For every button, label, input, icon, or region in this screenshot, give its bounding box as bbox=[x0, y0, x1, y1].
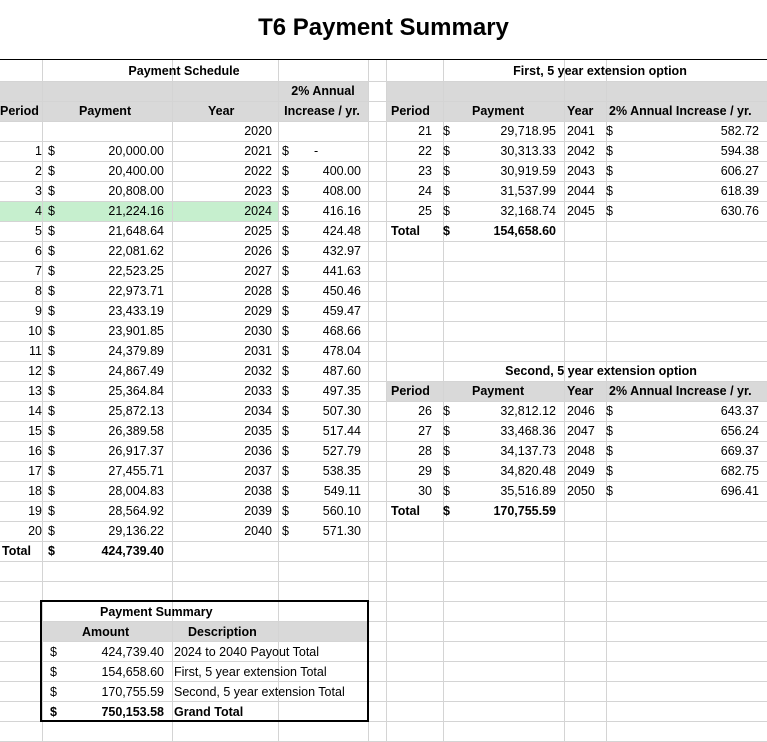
schedule-increase: 571.30 bbox=[322, 524, 361, 538]
schedule-increase: 507.30 bbox=[322, 404, 361, 418]
gridline bbox=[0, 421, 767, 422]
ext1-increase: 594.38 bbox=[720, 144, 759, 158]
schedule-increase: 408.00 bbox=[322, 184, 361, 198]
summary-description: Second, 5 year extension Total bbox=[174, 685, 345, 699]
summary-currency: $ bbox=[50, 645, 57, 659]
schedule-year: 2038 bbox=[244, 484, 272, 498]
ext2-period: 27 bbox=[418, 424, 432, 438]
ext2-year-header: Year bbox=[567, 384, 594, 398]
schedule-increase: 560.10 bbox=[322, 504, 361, 518]
schedule-currency: $ bbox=[48, 464, 55, 478]
ext1-total-amount: 154,658.60 bbox=[493, 224, 556, 238]
schedule-currency: $ bbox=[48, 504, 55, 518]
summary-description: 2024 to 2040 Payout Total bbox=[174, 645, 320, 659]
schedule-payment: 26,389.58 bbox=[108, 424, 164, 438]
gridline bbox=[0, 141, 767, 142]
schedule-period: 2 bbox=[35, 164, 42, 178]
schedule-currency: $ bbox=[48, 444, 55, 458]
schedule-year: 2023 bbox=[244, 184, 272, 198]
schedule-inc-currency: $ bbox=[282, 504, 289, 518]
schedule-payment: 20,808.00 bbox=[108, 184, 164, 198]
gridline bbox=[0, 561, 767, 562]
ext1-currency: $ bbox=[443, 164, 450, 178]
summary-grand-amount: 750,153.58 bbox=[101, 705, 164, 719]
summary-amount: 424,739.40 bbox=[101, 645, 164, 659]
schedule-increase: 450.46 bbox=[322, 284, 361, 298]
schedule-total-label: Total bbox=[2, 544, 31, 558]
schedule-payment: 25,872.13 bbox=[108, 404, 164, 418]
gridline bbox=[0, 261, 767, 262]
ext1-year-header: Year bbox=[567, 104, 594, 118]
ext2-period: 26 bbox=[418, 404, 432, 418]
schedule-currency: $ bbox=[48, 384, 55, 398]
schedule-payment: 27,455.71 bbox=[108, 464, 164, 478]
gridline bbox=[0, 221, 767, 222]
schedule-currency: $ bbox=[48, 264, 55, 278]
gridline bbox=[0, 241, 767, 242]
schedule-period-header: Period bbox=[0, 104, 39, 118]
ext2-total-amount: 170,755.59 bbox=[493, 504, 556, 518]
ext2-payment: 33,468.36 bbox=[500, 424, 556, 438]
schedule-currency: $ bbox=[48, 344, 55, 358]
schedule-inc-currency: $ bbox=[282, 344, 289, 358]
ext2-increase: 696.41 bbox=[720, 484, 759, 498]
schedule-currency: $ bbox=[48, 304, 55, 318]
ext1-payment: 32,168.74 bbox=[500, 204, 556, 218]
schedule-period: 6 bbox=[35, 244, 42, 258]
ext1-period: 23 bbox=[418, 164, 432, 178]
schedule-payment: 25,364.84 bbox=[108, 384, 164, 398]
schedule-period: 12 bbox=[28, 364, 42, 378]
schedule-payment: 28,564.92 bbox=[108, 504, 164, 518]
schedule-year: 2033 bbox=[244, 384, 272, 398]
ext2-year: 2046 bbox=[567, 404, 595, 418]
ext1-payment: 29,718.95 bbox=[500, 124, 556, 138]
ext1-inc-header: 2% Annual Increase / yr. bbox=[609, 104, 752, 118]
schedule-inc-currency: $ bbox=[282, 484, 289, 498]
gridline bbox=[606, 60, 607, 742]
gridline bbox=[386, 60, 387, 742]
gridline bbox=[0, 101, 767, 102]
schedule-year: 2035 bbox=[244, 424, 272, 438]
schedule-payment: 26,917.37 bbox=[108, 444, 164, 458]
schedule-payment: 22,081.62 bbox=[108, 244, 164, 258]
ext1-inc-currency: $ bbox=[606, 204, 613, 218]
schedule-payment: 21,648.64 bbox=[108, 224, 164, 238]
schedule-year: 2037 bbox=[244, 464, 272, 478]
ext2-payment: 34,137.73 bbox=[500, 444, 556, 458]
ext2-period-header: Period bbox=[391, 384, 430, 398]
ext1-payment-header: Payment bbox=[472, 104, 525, 118]
schedule-increase: 441.63 bbox=[322, 264, 361, 278]
schedule-year: 2039 bbox=[244, 504, 272, 518]
summary-currency: $ bbox=[50, 665, 57, 679]
ext2-currency: $ bbox=[443, 404, 450, 418]
gridline bbox=[0, 341, 767, 342]
gridline bbox=[0, 201, 767, 202]
schedule-year: 2027 bbox=[244, 264, 272, 278]
schedule-inc-header-top: 2% Annual bbox=[291, 84, 355, 98]
ext2-increase: 643.37 bbox=[720, 404, 759, 418]
schedule-payment: 29,136.22 bbox=[108, 524, 164, 538]
ext1-increase: 582.72 bbox=[720, 124, 759, 138]
schedule-payment: 28,004.83 bbox=[108, 484, 164, 498]
schedule-payment: 24,867.49 bbox=[108, 364, 164, 378]
schedule-year: 2022 bbox=[244, 164, 272, 178]
schedule-increase: 468.66 bbox=[322, 324, 361, 338]
schedule-period: 17 bbox=[28, 464, 42, 478]
ext2-year: 2050 bbox=[567, 484, 595, 498]
schedule-period: 3 bbox=[35, 184, 42, 198]
gridline bbox=[0, 541, 767, 542]
gridline bbox=[0, 401, 767, 402]
gridline bbox=[0, 521, 767, 522]
schedule-currency: $ bbox=[48, 424, 55, 438]
summary-currency: $ bbox=[50, 685, 57, 699]
schedule-year: 2040 bbox=[244, 524, 272, 538]
schedule-year: 2036 bbox=[244, 444, 272, 458]
schedule-payment: 24,379.89 bbox=[108, 344, 164, 358]
ext1-total-currency: $ bbox=[443, 224, 450, 238]
schedule-increase: 459.47 bbox=[322, 304, 361, 318]
schedule-inc-currency: $ bbox=[282, 304, 289, 318]
gridline bbox=[0, 121, 767, 122]
ext2-inc-currency: $ bbox=[606, 484, 613, 498]
schedule-increase: 497.35 bbox=[322, 384, 361, 398]
ext2-inc-currency: $ bbox=[606, 444, 613, 458]
summary-grand-currency: $ bbox=[50, 705, 57, 719]
ext1-heading: First, 5 year extension option bbox=[513, 64, 687, 78]
ext2-increase: 669.37 bbox=[720, 444, 759, 458]
schedule-year: 2030 bbox=[244, 324, 272, 338]
gridline bbox=[0, 281, 767, 282]
schedule-inc-currency: $ bbox=[282, 264, 289, 278]
summary-description-header: Description bbox=[188, 625, 257, 639]
gridline bbox=[0, 361, 767, 362]
gridline bbox=[0, 301, 767, 302]
ext2-payment: 34,820.48 bbox=[500, 464, 556, 478]
schedule-currency: $ bbox=[48, 284, 55, 298]
ext2-inc-currency: $ bbox=[606, 464, 613, 478]
schedule-inc-currency: $ bbox=[282, 164, 289, 178]
ext1-increase: 630.76 bbox=[720, 204, 759, 218]
ext1-currency: $ bbox=[443, 144, 450, 158]
gridline bbox=[0, 581, 767, 582]
schedule-inc-currency: $ bbox=[282, 324, 289, 338]
ext2-inc-currency: $ bbox=[606, 424, 613, 438]
ext1-year: 2044 bbox=[567, 184, 595, 198]
schedule-period: 15 bbox=[28, 424, 42, 438]
schedule-inc-currency: $ bbox=[282, 284, 289, 298]
schedule-year: 2034 bbox=[244, 404, 272, 418]
summary-amount: 170,755.59 bbox=[101, 685, 164, 699]
ext1-period: 24 bbox=[418, 184, 432, 198]
schedule-increase: 432.97 bbox=[322, 244, 361, 258]
ext1-currency: $ bbox=[443, 124, 450, 138]
ext1-currency: $ bbox=[443, 184, 450, 198]
schedule-payment: 21,224.16 bbox=[108, 204, 164, 218]
schedule-payment: 20,400.00 bbox=[108, 164, 164, 178]
ext1-year: 2042 bbox=[567, 144, 595, 158]
ext1-payment: 30,919.59 bbox=[500, 164, 556, 178]
schedule-inc-currency: $ bbox=[282, 144, 289, 158]
gridline bbox=[0, 181, 767, 182]
ext2-payment-header: Payment bbox=[472, 384, 525, 398]
schedule-increase: 527.79 bbox=[322, 444, 361, 458]
schedule-year: 2028 bbox=[244, 284, 272, 298]
schedule-total-amount: 424,739.40 bbox=[101, 544, 164, 558]
ext2-period: 28 bbox=[418, 444, 432, 458]
schedule-currency: $ bbox=[48, 144, 55, 158]
schedule-increase: 416.16 bbox=[322, 204, 361, 218]
summary-heading: Payment Summary bbox=[100, 605, 213, 619]
schedule-inc-header-bottom: Increase / yr. bbox=[284, 104, 360, 118]
schedule-payment: 22,973.71 bbox=[108, 284, 164, 298]
schedule-period: 8 bbox=[35, 284, 42, 298]
schedule-inc-currency: $ bbox=[282, 384, 289, 398]
schedule-year: 2025 bbox=[244, 224, 272, 238]
ext2-payment: 32,812.12 bbox=[500, 404, 556, 418]
schedule-increase: - bbox=[314, 144, 319, 158]
schedule-currency: $ bbox=[48, 404, 55, 418]
ext1-period: 21 bbox=[418, 124, 432, 138]
schedule-period: 11 bbox=[29, 344, 42, 358]
schedule-year: 2026 bbox=[244, 244, 272, 258]
ext2-year: 2047 bbox=[567, 424, 595, 438]
schedule-start-year: 2020 bbox=[244, 124, 272, 138]
ext2-year: 2049 bbox=[567, 464, 595, 478]
schedule-inc-currency: $ bbox=[282, 524, 289, 538]
schedule-total-currency: $ bbox=[48, 544, 55, 558]
gridline bbox=[0, 501, 767, 502]
ext1-total-label: Total bbox=[391, 224, 420, 238]
schedule-currency: $ bbox=[48, 324, 55, 338]
gridline bbox=[0, 161, 767, 162]
schedule-period: 19 bbox=[28, 504, 42, 518]
gridline bbox=[0, 481, 767, 482]
schedule-currency: $ bbox=[48, 484, 55, 498]
schedule-inc-currency: $ bbox=[282, 404, 289, 418]
schedule-payment: 22,523.25 bbox=[108, 264, 164, 278]
ext2-heading: Second, 5 year extension option bbox=[505, 364, 697, 378]
schedule-year: 2032 bbox=[244, 364, 272, 378]
schedule-increase: 487.60 bbox=[322, 364, 361, 378]
title-divider bbox=[0, 59, 767, 60]
schedule-increase: 538.35 bbox=[322, 464, 361, 478]
schedule-currency: $ bbox=[48, 244, 55, 258]
schedule-increase: 478.04 bbox=[322, 344, 361, 358]
summary-amount: 154,658.60 bbox=[101, 665, 164, 679]
schedule-year: 2031 bbox=[244, 344, 272, 358]
gridline bbox=[0, 81, 767, 82]
schedule-year: 2029 bbox=[244, 304, 272, 318]
schedule-increase: 549.11 bbox=[323, 484, 361, 498]
schedule-period: 20 bbox=[28, 524, 42, 538]
schedule-period: 9 bbox=[35, 304, 42, 318]
schedule-year-header: Year bbox=[208, 104, 235, 118]
schedule-payment: 23,901.85 bbox=[108, 324, 164, 338]
ext1-currency: $ bbox=[443, 204, 450, 218]
schedule-payment: 20,000.00 bbox=[108, 144, 164, 158]
summary-grand-label: Grand Total bbox=[174, 705, 244, 719]
schedule-inc-currency: $ bbox=[282, 244, 289, 258]
ext2-total-label: Total bbox=[391, 504, 420, 518]
ext2-inc-currency: $ bbox=[606, 404, 613, 418]
schedule-increase: 400.00 bbox=[322, 164, 361, 178]
schedule-period: 5 bbox=[35, 224, 42, 238]
schedule-inc-currency: $ bbox=[282, 464, 289, 478]
ext1-increase: 606.27 bbox=[720, 164, 759, 178]
schedule-payment-header: Payment bbox=[79, 104, 132, 118]
schedule-year: 2021 bbox=[244, 144, 272, 158]
schedule-inc-currency: $ bbox=[282, 364, 289, 378]
schedule-currency: $ bbox=[48, 224, 55, 238]
schedule-currency: $ bbox=[48, 204, 55, 218]
schedule-currency: $ bbox=[48, 364, 55, 378]
schedule-payment: 23,433.19 bbox=[108, 304, 164, 318]
ext2-currency: $ bbox=[443, 464, 450, 478]
schedule-inc-currency: $ bbox=[282, 184, 289, 198]
schedule-inc-currency: $ bbox=[282, 444, 289, 458]
ext1-increase: 618.39 bbox=[720, 184, 759, 198]
schedule-currency: $ bbox=[48, 184, 55, 198]
ext1-payment: 31,537.99 bbox=[500, 184, 556, 198]
schedule-period: 16 bbox=[28, 444, 42, 458]
schedule-inc-currency: $ bbox=[282, 224, 289, 238]
ext1-year: 2045 bbox=[567, 204, 595, 218]
ext2-currency: $ bbox=[443, 424, 450, 438]
summary-amount-header: Amount bbox=[82, 625, 130, 639]
schedule-year: 2024 bbox=[244, 204, 272, 218]
schedule-period: 1 bbox=[35, 144, 42, 158]
schedule-currency: $ bbox=[48, 164, 55, 178]
page-title: T6 Payment Summary bbox=[258, 14, 509, 41]
ext2-payment: 35,516.89 bbox=[500, 484, 556, 498]
ext1-inc-currency: $ bbox=[606, 164, 613, 178]
ext1-period-header: Period bbox=[391, 104, 430, 118]
schedule-period: 14 bbox=[28, 404, 42, 418]
ext2-currency: $ bbox=[443, 484, 450, 498]
gridline bbox=[564, 60, 565, 742]
gridline bbox=[0, 461, 767, 462]
schedule-period: 10 bbox=[28, 324, 42, 338]
ext2-total-currency: $ bbox=[443, 504, 450, 518]
schedule-inc-currency: $ bbox=[282, 204, 289, 218]
schedule-inc-currency: $ bbox=[282, 424, 289, 438]
gridline bbox=[0, 321, 767, 322]
gridline bbox=[0, 381, 767, 382]
ext2-inc-header: 2% Annual Increase / yr. bbox=[609, 384, 752, 398]
schedule-heading: Payment Schedule bbox=[128, 64, 240, 78]
summary-description: First, 5 year extension Total bbox=[174, 665, 327, 679]
ext2-year: 2048 bbox=[567, 444, 595, 458]
ext1-period: 22 bbox=[418, 144, 432, 158]
ext2-period: 30 bbox=[418, 484, 432, 498]
ext1-inc-currency: $ bbox=[606, 124, 613, 138]
schedule-increase: 424.48 bbox=[322, 224, 361, 238]
ext1-inc-currency: $ bbox=[606, 184, 613, 198]
ext2-increase: 682.75 bbox=[720, 464, 759, 478]
ext2-period: 29 bbox=[418, 464, 432, 478]
ext2-increase: 656.24 bbox=[720, 424, 759, 438]
schedule-period: 18 bbox=[28, 484, 42, 498]
ext1-year: 2043 bbox=[567, 164, 595, 178]
ext1-inc-currency: $ bbox=[606, 144, 613, 158]
ext1-year: 2041 bbox=[567, 124, 595, 138]
gridline bbox=[0, 441, 767, 442]
schedule-currency: $ bbox=[48, 524, 55, 538]
gridline bbox=[443, 60, 444, 742]
ext2-currency: $ bbox=[443, 444, 450, 458]
schedule-period: 4 bbox=[35, 204, 42, 218]
schedule-period: 13 bbox=[28, 384, 42, 398]
ext1-payment: 30,313.33 bbox=[500, 144, 556, 158]
schedule-increase: 517.44 bbox=[322, 424, 361, 438]
schedule-period: 7 bbox=[35, 264, 42, 278]
ext1-period: 25 bbox=[418, 204, 432, 218]
